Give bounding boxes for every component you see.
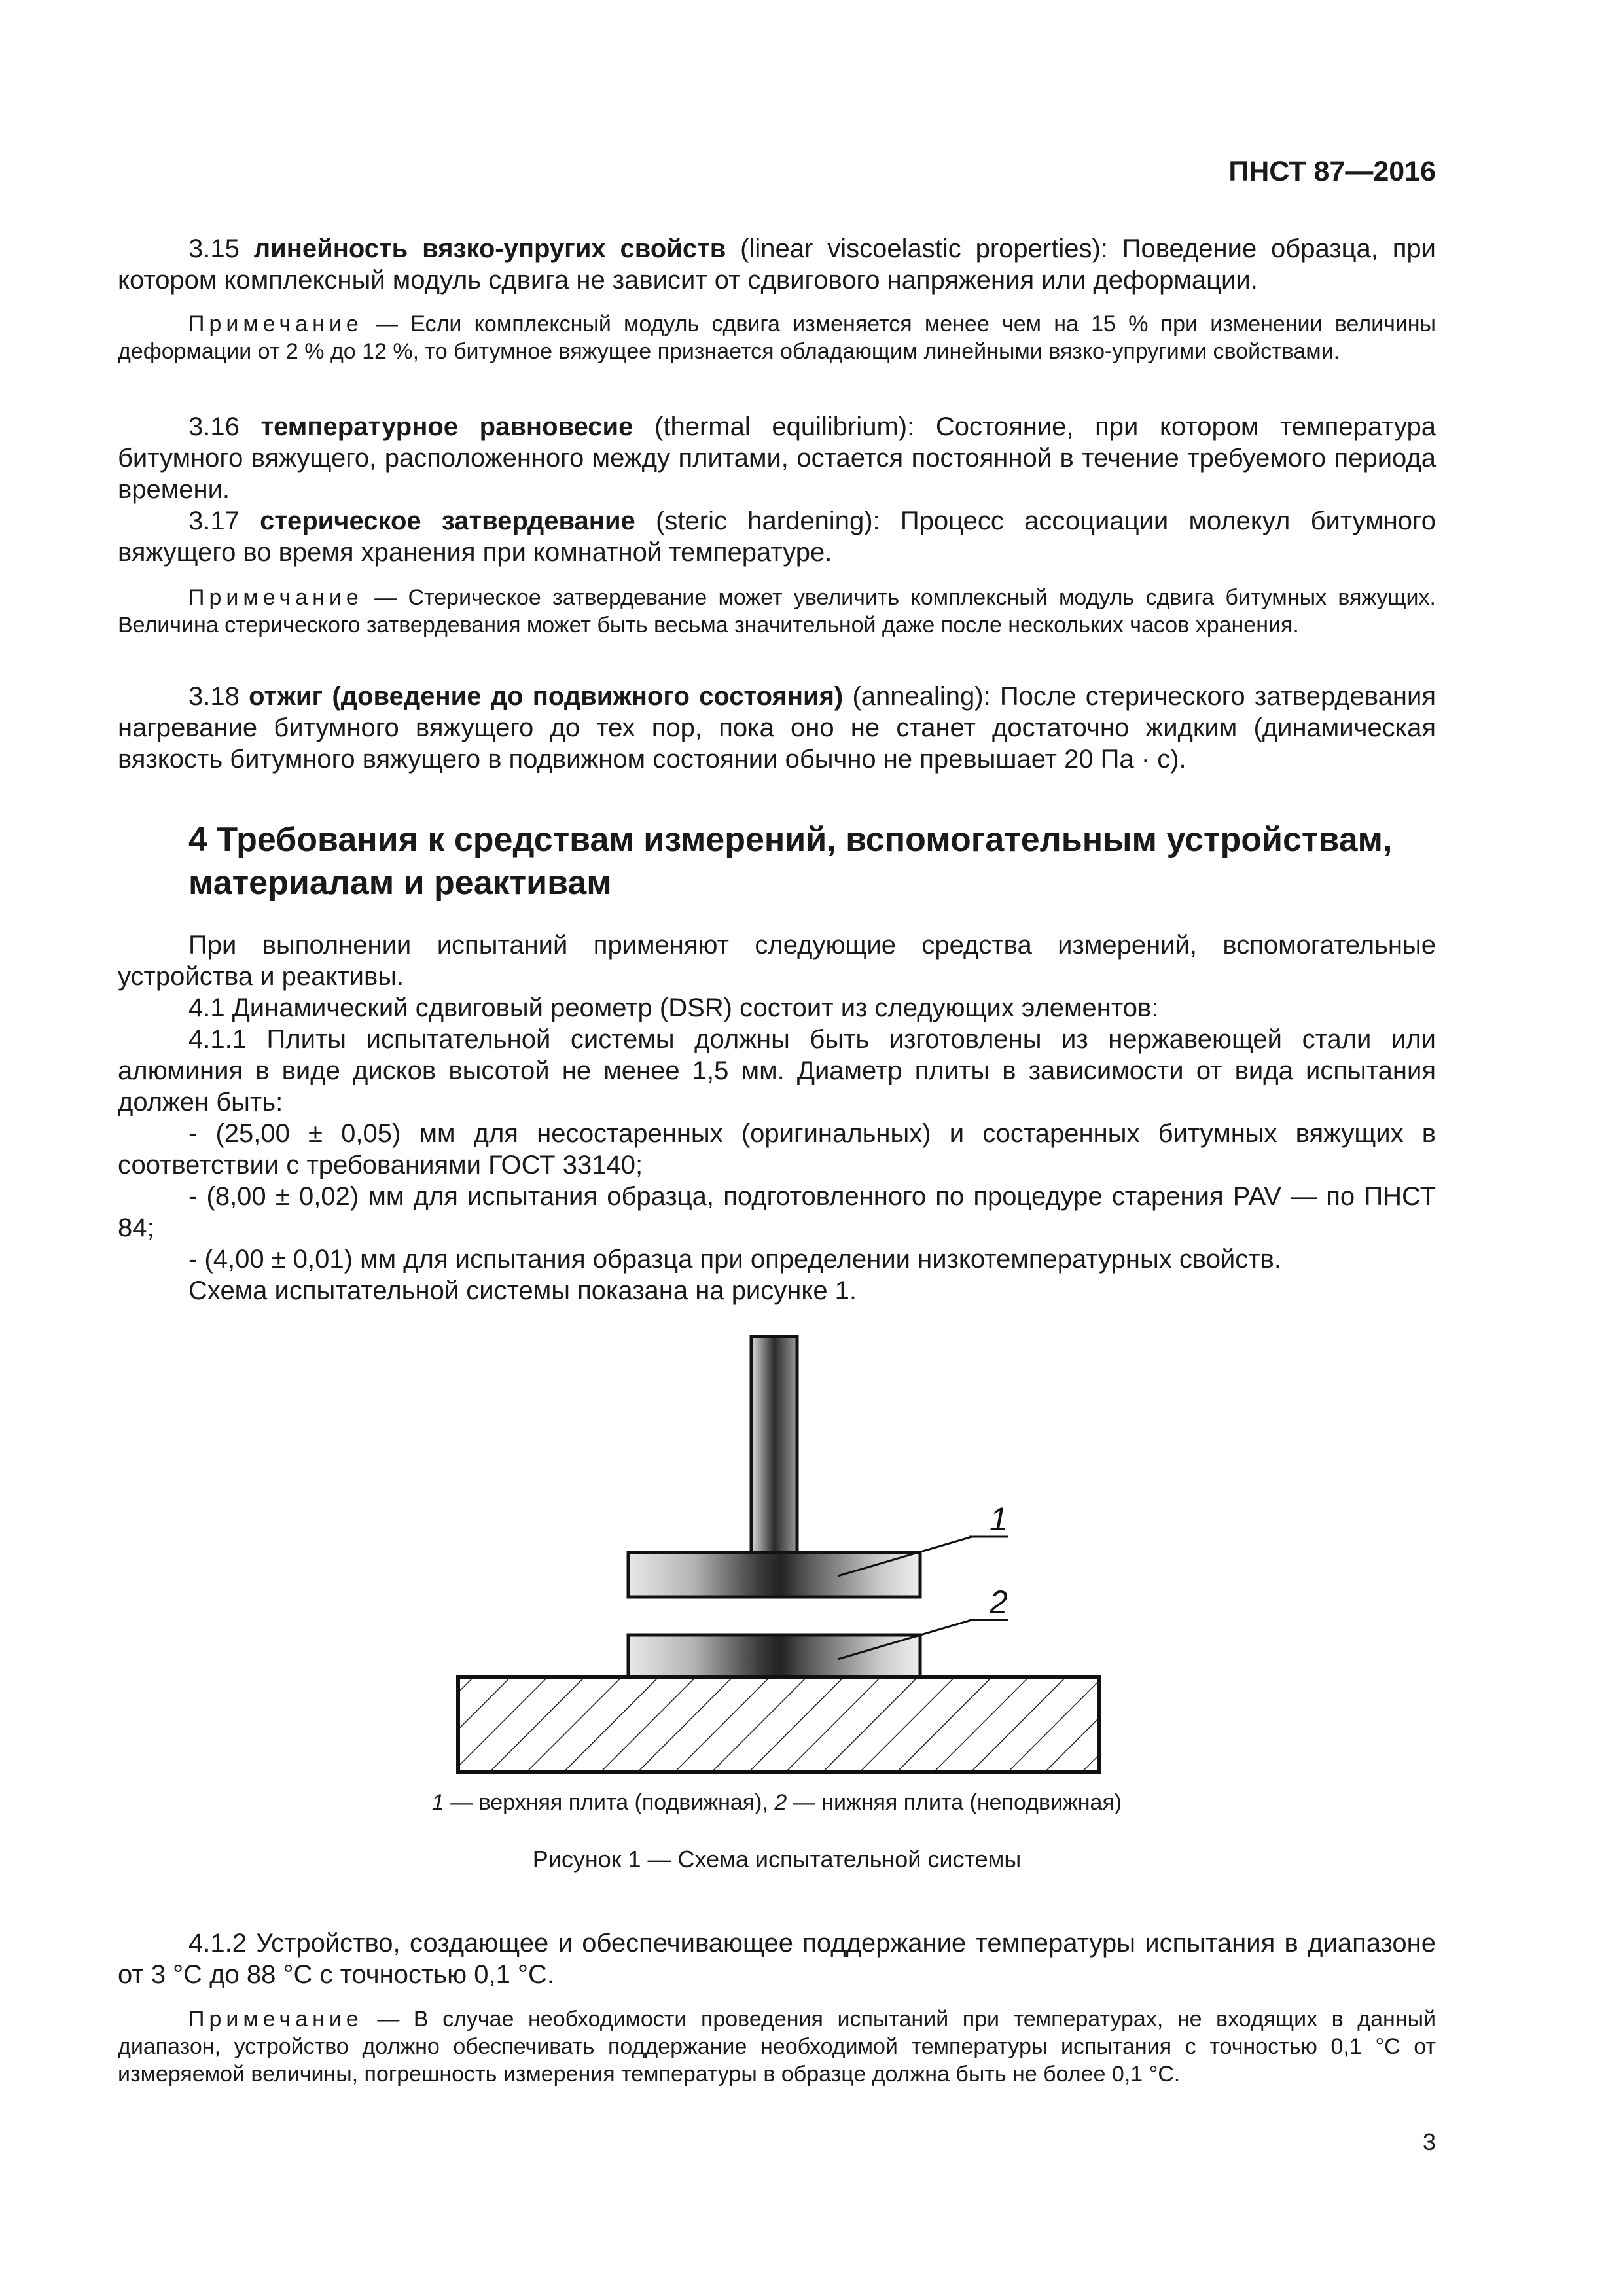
paragraph: Схема испытательной системы показана на рисунке 1.	[188, 1276, 857, 1305]
paragraph-4-1-1: 4.1.1 Плиты испытательной системы должны быть изготовлены из нержавеющей стали или алюминия в виде дисков высотой не менее 1,5 мм. Диаметр плиты в зависимости от вида испытания должен быть:	[118, 1025, 1436, 1117]
note-label: Примечание	[188, 585, 363, 610]
definition: (annealing): После стерического затвердевания нагревание битумного вяжущего до тех пор, пока оно не станет достаточно жидким (динамическая вязкость битумного вяжущего в подвижном состоянии обычно не превышает 20 Па · с).	[118, 682, 1436, 774]
note-text: — Если комплексный модуль сдвига изменяется менее чем на 15 % при изменении величины деформации от 2 % до 12 %, то битумное вяжущее признается обладающим линейными вязко-упругими свойствами.	[118, 312, 1436, 364]
clause-number: 3.16	[188, 412, 240, 441]
note-text: — В случае необходимости проведения испытаний при температурах, не входящих в данный диапазон, устройство должно обеспечивать поддержание необходимой температуры испытания с точностью 0,1 °С от измеряемой величины, погрешность измерения температуры в образце должна быть не более 0,1 °С.	[118, 2007, 1436, 2087]
term: отжиг (доведение до подвижного состояния)	[249, 682, 844, 711]
section-title: 4 Требования к средствам измерений, вспомогательным устройствам, материалам и реактивам	[188, 821, 1393, 902]
term: линейность вязко-упругих свойств	[253, 234, 726, 263]
figure-legend: 1 — верхняя плита (подвижная), 2 — нижняя плита (неподвижная)	[431, 1790, 1122, 1815]
clause-3-18	[118, 681, 1436, 775]
note-text: — Стерическое затвердевание может увеличить комплексный модуль сдвига битумных вяжущих. Величина стерического затвердевания может быть весьма значительной даже после нескольких часов хранения.	[118, 585, 1436, 637]
note-3	[118, 2005, 1436, 2088]
upper-plate	[628, 1552, 920, 1597]
clause-3-16	[118, 411, 1436, 505]
list-item: - (25,00 ± 0,05) мм для несостаренных (оригинальных) и состаренных битумных вяжущих в соответствии с требованиями ГОСТ 33140;	[118, 1119, 1436, 1179]
term: стерическое затвердевание	[260, 507, 635, 535]
clause-3-15	[118, 233, 1436, 296]
test-system-diagram	[118, 1329, 1436, 1780]
section-4-heading	[118, 818, 1436, 905]
section-4-body	[118, 929, 1436, 1306]
note-label: Примечание	[188, 2007, 363, 2032]
definition: (thermal equilibrium): Состояние, при котором температура битумного вяжущего, расположенного между плитами, остается постоянной в течение требуемого периода времени.	[118, 412, 1436, 504]
figure-caption: Рисунок 1 — Схема испытательной системы	[532, 1846, 1022, 1873]
definition: (linear viscoelastic properties): Поведение образца, при котором комплексный модуль сдвига не зависит от сдвигового напряжения или деформации.	[118, 234, 1436, 295]
clause-number: 3.18	[188, 682, 240, 711]
callout-2: 2	[990, 1584, 1008, 1621]
lower-plate	[628, 1635, 920, 1677]
page-number: 3	[1422, 2128, 1436, 2155]
base-block	[458, 1677, 1099, 1772]
document-page	[118, 0, 1436, 2296]
clause-number: 3.15	[188, 234, 240, 263]
figure-1	[118, 1329, 1436, 1780]
note-1	[118, 310, 1436, 365]
clause-number: 3.17	[188, 507, 240, 535]
clause-4-1-2: 4.1.2 Устройство, создающее и обеспечивающее поддержание температуры испытания в диапазоне от 3 °С до 88 °С с точностью 0,1 °С.	[118, 1929, 1436, 1989]
definition: (steric hardening): Процесс ассоциации молекул битумного вяжущего во время хранения при комнатной температуре.	[118, 507, 1436, 567]
callout-1: 1	[990, 1501, 1008, 1537]
note-label: Примечание	[188, 312, 363, 336]
note-2	[118, 584, 1436, 639]
list-item: - (4,00 ± 0,01) мм для испытания образца при определении низкотемпературных свойств.	[188, 1245, 1281, 1274]
paragraph-4-1: 4.1 Динамический сдвиговый реометр (DSR) состоит из следующих элементов:	[188, 994, 1159, 1022]
paragraph: При выполнении испытаний применяют следующие средства измерений, вспомогательные устройства и реактивы.	[118, 931, 1436, 991]
rheometer-shaft	[751, 1336, 797, 1552]
term: температурное равновесие	[260, 412, 633, 441]
list-item: - (8,00 ± 0,02) мм для испытания образца, подготовленного по процедуре старения PAV — по ПНСТ 84;	[118, 1182, 1436, 1242]
clause-3-17	[118, 505, 1436, 568]
document-header: ПНСТ 87—2016	[1228, 156, 1436, 187]
